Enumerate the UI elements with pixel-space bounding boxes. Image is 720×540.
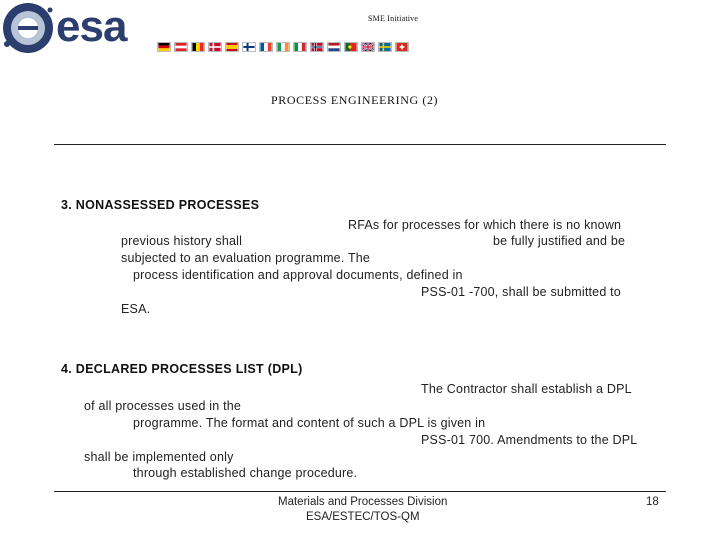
top-divider — [54, 144, 666, 145]
section-3-line-4: subjected to an evaluation programme. The — [121, 251, 371, 265]
section-4-line-6: through established change procedure. — [133, 466, 358, 480]
section-4-line-4: PSS‑01 700. Amendments to the DPL — [421, 433, 638, 447]
portugal-flag-icon — [344, 42, 358, 52]
section-3-line-5: process identification and approval documents, defined in — [133, 268, 463, 282]
france-flag-icon — [259, 42, 273, 52]
footer-department: ESA/ESTEC/TOS-QM — [306, 511, 420, 523]
header-note: SME Initiative — [368, 14, 419, 23]
finland-flag-icon — [242, 42, 256, 52]
norway-flag-icon — [310, 42, 324, 52]
esa-logo-text: esa — [56, 2, 127, 51]
member-state-flags — [157, 42, 409, 54]
netherlands-flag-icon — [327, 42, 341, 52]
germany-flag-icon — [157, 42, 171, 52]
austria-flag-icon — [174, 42, 188, 52]
sweden-flag-icon — [378, 42, 392, 52]
italy-flag-icon — [293, 42, 307, 52]
section-4-line-1: The Contractor shall establish a DPL — [421, 382, 632, 396]
denmark-flag-icon — [208, 42, 222, 52]
section-4-line-3: programme. The format and content of such a DPL is given in — [133, 416, 486, 430]
section-3-line-6: PSS‑01 ‑700, shall be submitted to — [421, 285, 621, 299]
bottom-divider — [54, 491, 666, 492]
section-4-line-5: shall be implemented only — [84, 450, 234, 464]
section-heading-nonassessed: 3. NONASSESSED PROCESSES — [61, 198, 260, 212]
ireland-flag-icon — [276, 42, 290, 52]
section-heading-dpl: 4. DECLARED PROCESSES LIST (DPL) — [61, 362, 303, 376]
belgium-flag-icon — [191, 42, 205, 52]
slide-title: PROCESS ENGINEERING (2) — [271, 93, 439, 107]
section-3-line-1: RFAs for processes for which there is no known — [348, 218, 622, 232]
section-3-line-7: ESA. — [121, 302, 151, 316]
switzerland-flag-icon — [395, 42, 409, 52]
section-3-line-3: be fully justified and be — [493, 234, 626, 248]
section-4-line-2: of all processes used in the — [84, 399, 242, 413]
section-3-line-2: previous history shall — [121, 234, 243, 248]
spain-flag-icon — [225, 42, 239, 52]
united-kingdom-flag-icon — [361, 42, 375, 52]
footer-division: Materials and Processes Division — [278, 496, 448, 508]
page-number: 18 — [646, 496, 659, 508]
